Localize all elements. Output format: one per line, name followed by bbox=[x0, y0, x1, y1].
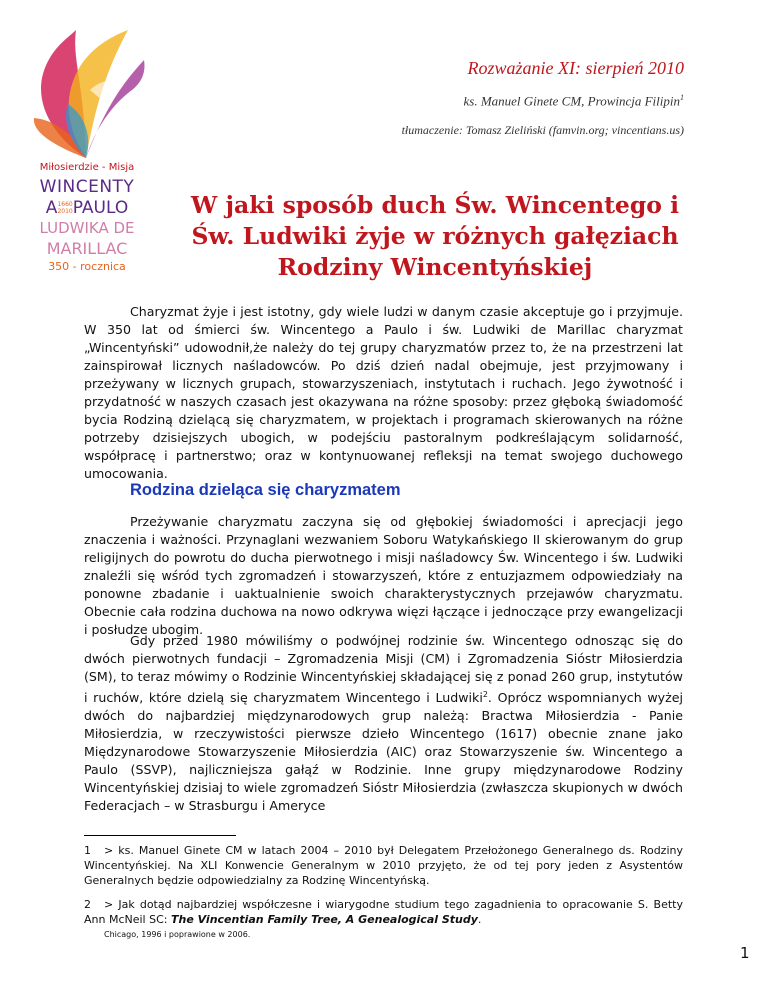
section-heading: Rodzina dzieląca się charyzmatem bbox=[130, 481, 401, 499]
logo-years: 1660 2010 bbox=[57, 201, 73, 215]
book-title: The Vincentian Family Tree, A Genealogical Study bbox=[170, 913, 478, 926]
footnote-number: 2 bbox=[84, 898, 91, 911]
anniversary-logo bbox=[28, 20, 146, 273]
footnote-1: 1 > ks. Manuel Ginete CM w latach 2004 – 2010 był Delegatem Przełożonego Generalnego ds. Rodziny Wincentyńskiej. Na XLI Konwencie Generalnym w 2010 przyjęto, że od tej pory jeden z Asystentów Generalnych będzie odpowiedzialny za Rodzinę Wincentyńską. bbox=[84, 844, 683, 887]
logo-wincenty: WINCENTY bbox=[39, 177, 135, 197]
footnote-publication: Chicago, 1996 i poprawione w 2006. bbox=[104, 930, 251, 939]
author-line: ks. Manuel Ginete CM, Prowincja Filipin$^1$ bbox=[463, 93, 684, 109]
footnote-ref: 2 bbox=[482, 690, 488, 699]
logo-a-paulo: A1660 2010PAULO bbox=[45, 198, 129, 218]
translation-line: tłumaczenie: Tomasz Zieliński (famvin.org; vincentians.us) bbox=[401, 123, 684, 137]
footnote-divider bbox=[84, 835, 236, 836]
page-number: 1 bbox=[740, 944, 750, 962]
footnote-ref: 1 bbox=[680, 93, 684, 102]
body-paragraph: Przeżywanie charyzmatu zaczyna się od głębokiej świadomości i aprecjacji jego znaczenia i ważności. Przynaglani wezwaniem Soboru Watykańskiego II skierowanym do grup religijnych do powrotu do ducha pierwotnego i misji naśladowcy Św. Wincentego i św. Ludwiki znaleźli się wśród tych zgromadzeń i stowarzyszeń, które z entuzjazmem odpowiedziały na ponowne zbadanie i uaktualnienie swoich charakterystycznych przejawów charyzmatu. Obecnie cała rodzina duchowa na nowo odkrywa więzi łączące i jednoczące przy ewangelizacji i posłudze ubogim. bbox=[84, 514, 683, 637]
footnote-2: 2 > Jak dotąd najbardziej współczesne i wiarygodne studium tego zagadnienia to opracowanie S. Betty Ann McNeil SC: The Vincentian Family Tree, A Genealogical Study. Chicago, 1996 i poprawione w 2006. bbox=[84, 897, 683, 942]
logo-anniversary: 350 - rocznica bbox=[48, 260, 126, 273]
logo-marillac: MARILLAC bbox=[46, 239, 128, 258]
logo-mission-line: Miłosierdzie - Misja bbox=[39, 162, 135, 173]
reflection-title: Rozważanie XI: sierpień 2010 bbox=[467, 58, 684, 78]
body-paragraph: Gdy przed 1980 mówiliśmy o podwójnej rodzinie św. Wincentego odnosząc się do dwóch pierwotnych fundacji – Zgromadzenia Misji (CM) i Zgromadzenia Sióstr Miłosierdzia (SM), to teraz mówimy o Rodzinie Wincentyńskiej składającej się z ponad 260 grup, instytutów i ruchów, które dzielą się charyzmatem Wincentego i Ludwiki$^2$. Oprócz wspomnianych wyżej dwóch do najbardziej międzynarodowych grup należą: Bractwa Miłosierdzia - Panie Miłosierdzia, w rzeczywistości pierwsze dzieło Wincentego (1617) obecnie znane jako Międzynarodowe Stowarzyszenie Miłosierdzia (AIC) oraz Stowarzyszenie św. Wincentego a Paulo (SSVP), najliczniejsza gałąź w Rodzinie. Inne grupy międzynarodowe Rodziny Wincentyńskiej dzisiaj to wiele zgromadzeń Sióstr Miłosierdzia (zwłaszcza skupionych w dwóch Federacjach – w Strasburgu i Ameryce bbox=[84, 633, 683, 814]
flame-dove-emblem-icon bbox=[28, 20, 146, 160]
footnote-number: 1 bbox=[84, 844, 91, 857]
intro-paragraph: Charyzmat żyje i jest istotny, gdy wiele ludzi w danym czasie akceptuje go i przyjmuje. W 350 lat od śmierci św. Wincentego a Paulo i św. Ludwiki de Marillac charyzmat „Wincentyński” udowodnił,że należy do tej grupy charyzmatów przez to, że na przestrzeni lat zainspirował licznych naśladowców. Po dziś dzień nadal obejmuje, jest przyjmowany i przeżywany w licznych grupach, stowarzyszeniach, instytutach i ruchach. Jego żywotność i przydatność w naszych czasach jest okazywana na różne sposoby: przez głęboką świadomość bycia Rodziną dzielącą się charyzmatem, w projektach i programach skierowanych na różne potrzeby dzisiejszych ubogich, w podejściu pastoralnym podkreślającym solidarność, współpracę i partnerstwo; oraz w kontynuowanej refleksji na temat swojego duchowego umocowania. bbox=[84, 304, 683, 481]
logo-ludwika: LUDWIKA DE bbox=[39, 219, 135, 237]
main-title: W jaki sposób duch Św. Wincentego i Św. Ludwiki żyje w różnych gałęziach Rodziny Wincentyńskiej bbox=[190, 191, 680, 281]
